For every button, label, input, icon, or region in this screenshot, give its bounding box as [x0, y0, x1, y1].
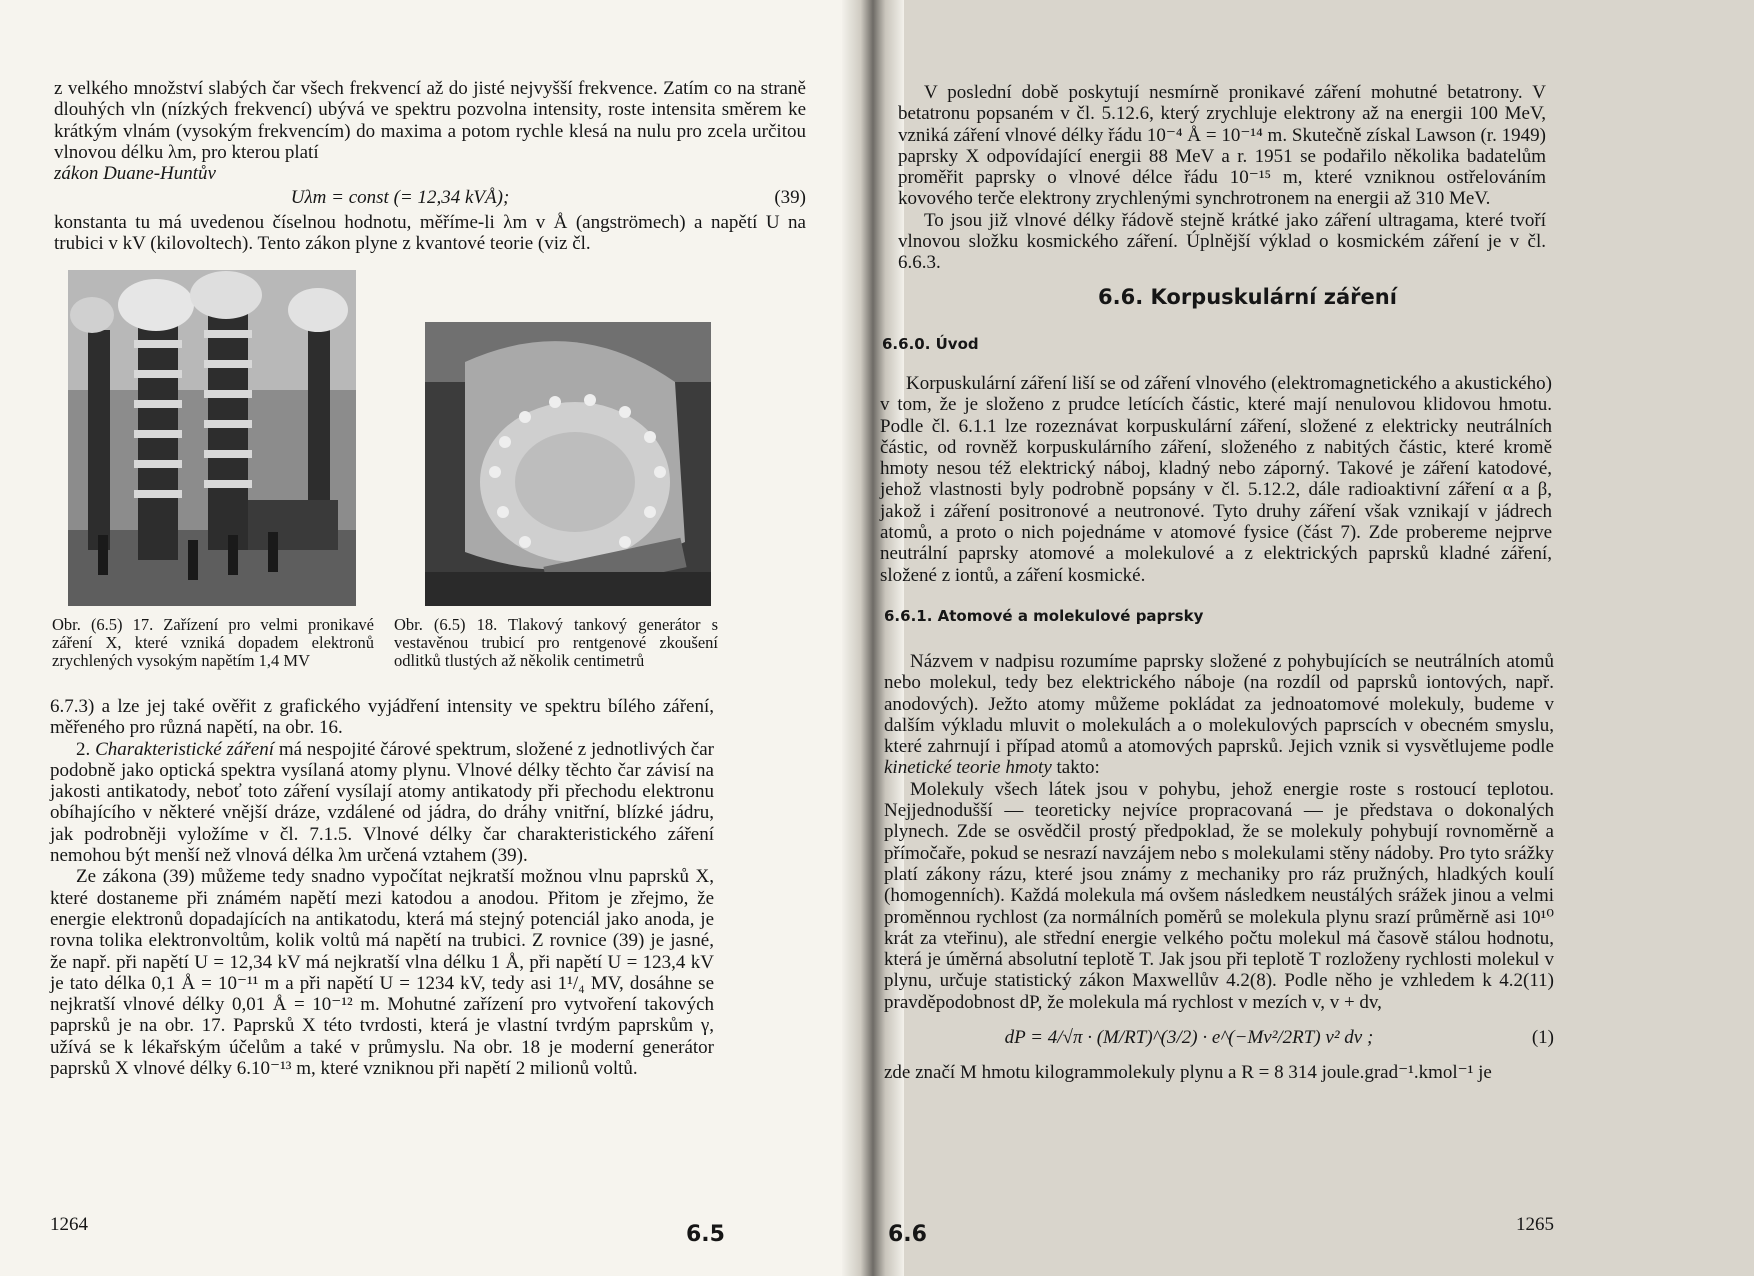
right-section-marker: 6.6: [888, 1222, 927, 1247]
law-name: [54, 163, 806, 184]
right-paragraph-2: To jsou již vlnové délky řádově stejně krátké jako záření ultragama, které tvoří vlnovou složku kosmického záření. Úplnější výklad o kosmickém záření je v čl. 6.6.3.: [898, 209, 1546, 274]
paragraph-4-body: má nespojité čárové spektrum, složené z jednotlivých čar podobně jako optická spektra vysílaná atomy plynu. Vlnové délky těchto čar závisí na jakosti antikatody, neboť toto záření vysílají atomy antikatody při přechodu elektronu obíhajícího v některé vnější dráze, vzdálené od jádra, do dráhy vnitřní, blízké jádru, jak podrobněji vyložíme v čl. 7.1.5. Vlnové délky čar charakteristického záření nemohou být menší než vlnová délka λm určená vztahem (39).: [50, 738, 714, 867]
figure-18-photo: [425, 322, 711, 606]
equation-39-number: (39): [774, 187, 806, 209]
equation-39: [54, 187, 806, 208]
right-paragraph-5: Molekuly všech látek jsou v pohybu, jehož energie roste s rostoucí teplotou. Nejjednodušší — teoreticky nejvíce propracovaná — je představa o dokonalých plynech. Zde se osvědčil prostý předpoklad, že se molekuly pohybují rovnoměrně a přímočaře, pokud se nesrazí navzájem nebo s molekulami stěny nádoby. Pro tyto srážky platí zákony rázu, které jsou známy z mechaniky pro ráz pružných, hladkých koulí (homogenních). Každá molekula má ovšem následkem neustálých srážek jinou a velmi proměnnou rychlost (za normálních poměrů se molekula plynu srazí průměrně asi 10¹⁰ krát za vteřinu), ale střední energie velkého počtu molekul má časově stálou hodnotu, která je úměrná absolutní teplotě T. Jak jsou při teplotě T rozloženy rychlosti molekul v plynu, určuje statistický zákon Maxwellův 4.2(8). Podle něho je vzhledem k 4.2(11) pravděpodobnost dP, že molekula má rychlost v mezích v, v + dv,: [884, 778, 1554, 1013]
left-section-marker: 6.5: [686, 1222, 725, 1247]
right-paragraph-3: Korpuskulární záření liší se od záření vlnového (elektromagnetického a akustického) v tom, že je složeno z prudce letících částic, které mají nenulovou klidovou hmotu. Podle čl. 6.1.1 lze rozeznávat korpuskulární záření, složené z elektricky neutrálních částic, od rovněž korpuskulárního záření, složeného z nabitých částic, které kromě hmoty nesou též elektrický náboj, kladný nebo záporný. Takové je záření katodové, jehož vlastnosti byly podrobně popsány v čl. 5.12.2, dále radioaktivní záření α a β, jakož i záření positronové a neutronové. Tyto druhy záření však vznikají v jádrech atomů, a proto o nich pojednáme v atomové fysice (část 7). Zde probereme nejprve neutrální paprsky atomové a molekulové a z elektrických paprsků kladné záření, složené z iontů, a záření kosmické.: [880, 373, 1552, 586]
right-paragraph-6: zde značí M hmotu kilogrammolekuly plynu a R = 8 314 joule.grad⁻¹.kmol⁻¹ je: [884, 1062, 1492, 1084]
figure-18-caption: Obr. (6.5) 18. Tlakový tankový generátor s vestavěnou trubicí pro rentgenové zkoušení odlitků tlustých až několik centimetrů: [394, 615, 718, 670]
heading-6-6-1: 6.6.1. Atomové a molekulové paprsky: [884, 607, 1204, 625]
figure-17-image: [68, 270, 356, 606]
left-paragraph-1: z velkého množství slabých čar všech frekvencí až do jisté nejvyšší frekvence. Zatím co na straně dlouhých vln (nízkých frekvencí) ubývá ve spektru pozvolna intensity, roste intensita směrem ke krátkým vlnám (vysokým frekvencím) do maxima a potom rychle klesá na nulu pro zcela určitou vlnovou délku λm, pro kterou platí: [54, 78, 806, 163]
figure-17-photo: [68, 270, 356, 606]
right-intro-text: [880, 373, 1552, 586]
right-main-text: [884, 651, 1554, 1084]
equation-1-number: (1): [1531, 1027, 1554, 1049]
characteristic-radiation-term: Charakteristické záření: [95, 738, 275, 760]
left-top-text: [54, 78, 806, 254]
kinetic-theory-term: kinetické teorie hmoty: [884, 757, 1052, 779]
paragraph-4-end: takto:: [1056, 757, 1100, 779]
left-paragraph-5: Ze zákona (39) můžeme tedy snadno vypočítat nejkratší možnou vlnu paprsků X, které dostaneme při známém napětí mezi katodou a anodou. Přitom je zřejmo, že energie elektronů dopadajících na antikatodu, která má stejný potenciál jako anoda, je rovna tolika elektronvoltům, kolik voltů má napětí na trubici. Z rovnice (39) je jasné, že např. při napětí U = 12,34 kV má nejkratší vlna délku 1 Å, při napětí U = 123,4 kV je tato délka 0,1 Å = 10⁻¹¹ m a při napětí U = 1234 kV, tedy asi 1¹/₄ MV, dosáhne se nejkratší vlnové délky 0,01 Å = 10⁻¹² m. Mohutné zařízení pro vytvoření takových paprsků je na obr. 17. Paprsků X této tvrdosti, která je vlastní tvrdým paprskům γ, užívá se k lékařským účelům a také v průmyslu. Na obr. 18 je moderní generátor paprsků X vlnové délky 6.10⁻¹³ m, které vzniknou při napětí 2 milionů voltů.: [50, 866, 714, 1080]
law-name-text: zákon Duane-Huntův: [54, 163, 216, 185]
left-bottom-text: [50, 696, 714, 1079]
paragraph-4-number: 2.: [76, 738, 91, 760]
figure-17-caption: Obr. (6.5) 17. Zařízení pro velmi pronikavé záření X, které vzniká dopadem elektronů zrychlených vysokým napětím 1,4 MV: [52, 615, 374, 670]
left-paragraph-3: 6.7.3) a lze jej také ověřit z grafického vyjádření intensity ve spektru bílého záření, měřeného pro různá napětí, na obr. 16.: [50, 696, 714, 739]
left-paragraph-4: [50, 739, 714, 867]
left-paragraph-2: konstanta tu má uvedenou číselnou hodnotu, měříme-li λm v Å (angströmech) a napětí U na trubici v kV (kilovoltech). Tento zákon plyne z kvantové teorie (viz čl.: [54, 211, 806, 255]
equation-39-formula: Uλm = const (= 12,34 kVÅ);: [290, 187, 510, 209]
right-top-text: [898, 82, 1546, 274]
right-paragraph-4: [884, 651, 1554, 779]
figure-18-image: [425, 322, 711, 606]
heading-6-6-0: 6.6.0. Úvod: [882, 335, 979, 353]
left-page: [0, 0, 870, 1276]
equation-1: [884, 1027, 1554, 1048]
heading-6-6: 6.6. Korpuskulární záření: [1098, 285, 1397, 309]
right-paragraph-1: V poslední době poskytují nesmírně pronikavé záření mohutné betatrony. V betatronu popsaném v čl. 5.12.6, který zrychluje elektrony až na energii 100 MeV, vzniká záření vlnové délky řádu 10⁻⁴ Å = 10⁻¹⁴ m. Skutečně získal Lawson (r. 1949) paprsky X odpovídající energii 88 MeV a r. 1951 se podařilo několika badatelům proměřit paprsky o vlnové délce řádu 10⁻¹⁵ m, které vzniknou ostřelováním kovového terče elektrony zrychlenými synchrotronem na energii až 310 MeV.: [898, 82, 1546, 210]
right-page-number: 1265: [1516, 1214, 1554, 1235]
left-page-number: 1264: [50, 1214, 88, 1235]
paragraph-4-text: Názvem v nadpisu rozumíme paprsky složené z pohybujících se neutrálních atomů nebo molekul, tedy bez elektrického náboje (na rozdíl od paprsků iontových, např. anodových). Ježto atomy můžeme pokládat za jednoatomové molekuly, budeme v dalším výkladu mluvit o molekulách a o molekulových paprscích v obecném smyslu, které zahrnují i případ atomů a atomových paprsků. Jejich vznik si vysvětlujeme podle: [884, 651, 1554, 758]
equation-1-formula: dP = 4/√π · (M/RT)^(3/2) · e^(−Mv²/2RT) v² dv ;: [1004, 1027, 1374, 1049]
